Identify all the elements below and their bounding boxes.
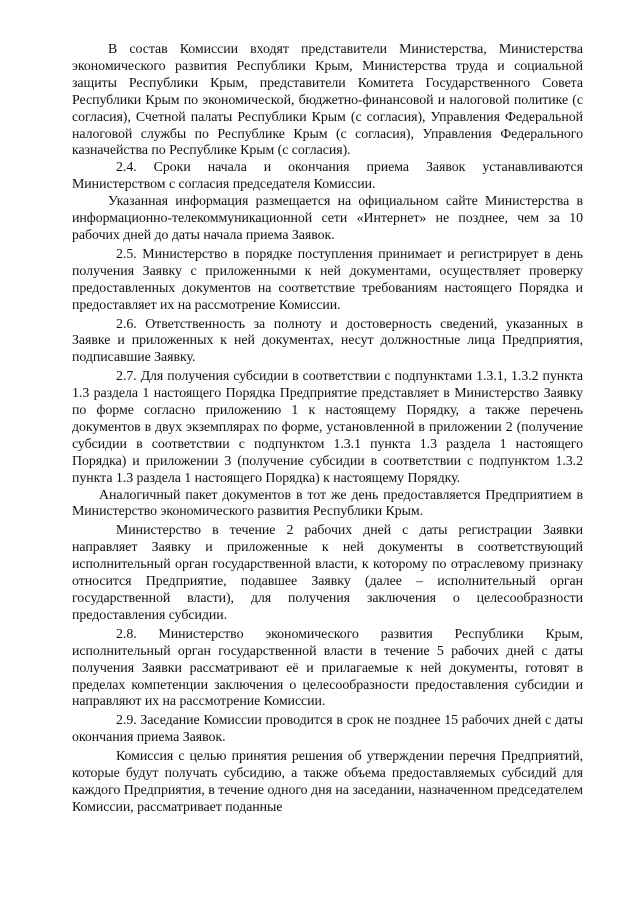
paragraph-2-8: 2.8. Министерство экономического развития Республики Крым, исполнительный орган государственной власти в течение 5 рабочих дней с даты получения Заявки рассматривают её и прилагаемые к ней документы, готовят в пределах компетенции заключения о целесообразности предоставления субсидии и направляют их на рассмотрение Комиссии. bbox=[72, 626, 583, 710]
paragraph-commission-composition: В состав Комиссии входят представители Министерства, Министерства экономического развития Республики Крым, Министерства труда и социальной защиты Республики Крым, представители Комитета Государственного Совета Республики Крым по экономической, бюджетно-финансовой и налоговой политике (с согласия), Счетной палаты Республики Крым (с согласия), Управления Федеральной налоговой службы по Республике Крым (с согласия), Управления Федерального казначейства по Республике Крым (с согласия). bbox=[72, 42, 583, 159]
paragraph-2-6: 2.6. Ответственность за полноту и достоверность сведений, указанных в Заявке и приложенных к ней документах, несут должностные лица Предприятия, подписавшие Заявку. bbox=[72, 316, 583, 366]
paragraph-2-7: 2.7. Для получения субсидии в соответствии с подпунктами 1.3.1, 1.3.2 пункта 1.3 раздела 1 настоящего Порядка Предприятие представляет в Министерство Заявку по форме согласно приложению 1 к настоящему Порядку, а также перечень документов в двух экземплярах по форме, установленной в приложении 2 (получение субсидии в соответствии с подпунктом 1.3.1 пункта 1.3 раздела 1 настоящего Порядка) и приложении 3 (получение субсидии в соответствии с подпунктом 1.3.2 пункта 1.3 раздела 1 настоящего Порядка) к настоящему Порядку. bbox=[72, 369, 583, 486]
paragraph-website-info: Указанная информация размещается на официальном сайте Министерства в информационно-телекоммуникационной сети «Интернет» не позднее, чем за 10 рабочих дней до даты начала приема Заявок. bbox=[72, 194, 583, 243]
paragraph-2-5: 2.5. Министерство в порядке поступления принимает и регистрирует в день получения Заявку с приложенными к ней документами, осуществляет проверку предоставленных документов на соответствие требованиям настоящего Порядка и предоставляет их на рассмотрение Комиссии. bbox=[72, 246, 583, 313]
paragraph-2-9: 2.9. Заседание Комиссии проводится в срок не позднее 15 рабочих дней с даты окончания приема Заявок. bbox=[72, 713, 583, 746]
paragraph-commission-review: Комиссия с целью принятия решения об утверждении перечня Предприятий, которые будут получать субсидию, а также объема предоставляемых субсидий для каждого Предприятия, в течение одного дня на заседании, назначенном председателем Комиссии, рассматривает поданные bbox=[72, 749, 583, 815]
paragraph-2-4: 2.4. Сроки начала и окончания приема Заявок устанавливаются Министерством с согласия председателя Комиссии. bbox=[72, 160, 583, 193]
paragraph-same-package: Аналогичный пакет документов в тот же день предоставляется Предприятием в Министерство экономического развития Республики Крым. bbox=[72, 487, 583, 520]
document-page bbox=[72, 42, 583, 817]
paragraph-ministry-forwards: Министерство в течение 2 рабочих дней с даты регистрации Заявки направляет Заявку и приложенные к ней документы в соответствующий исполнительный орган государственной власти, к которому по отраслевому признаку относится Предприятие, подавшее Заявку (далее – исполнительный орган государственной власти), для получения заключения о целесообразности предоставления субсидии. bbox=[72, 523, 583, 623]
